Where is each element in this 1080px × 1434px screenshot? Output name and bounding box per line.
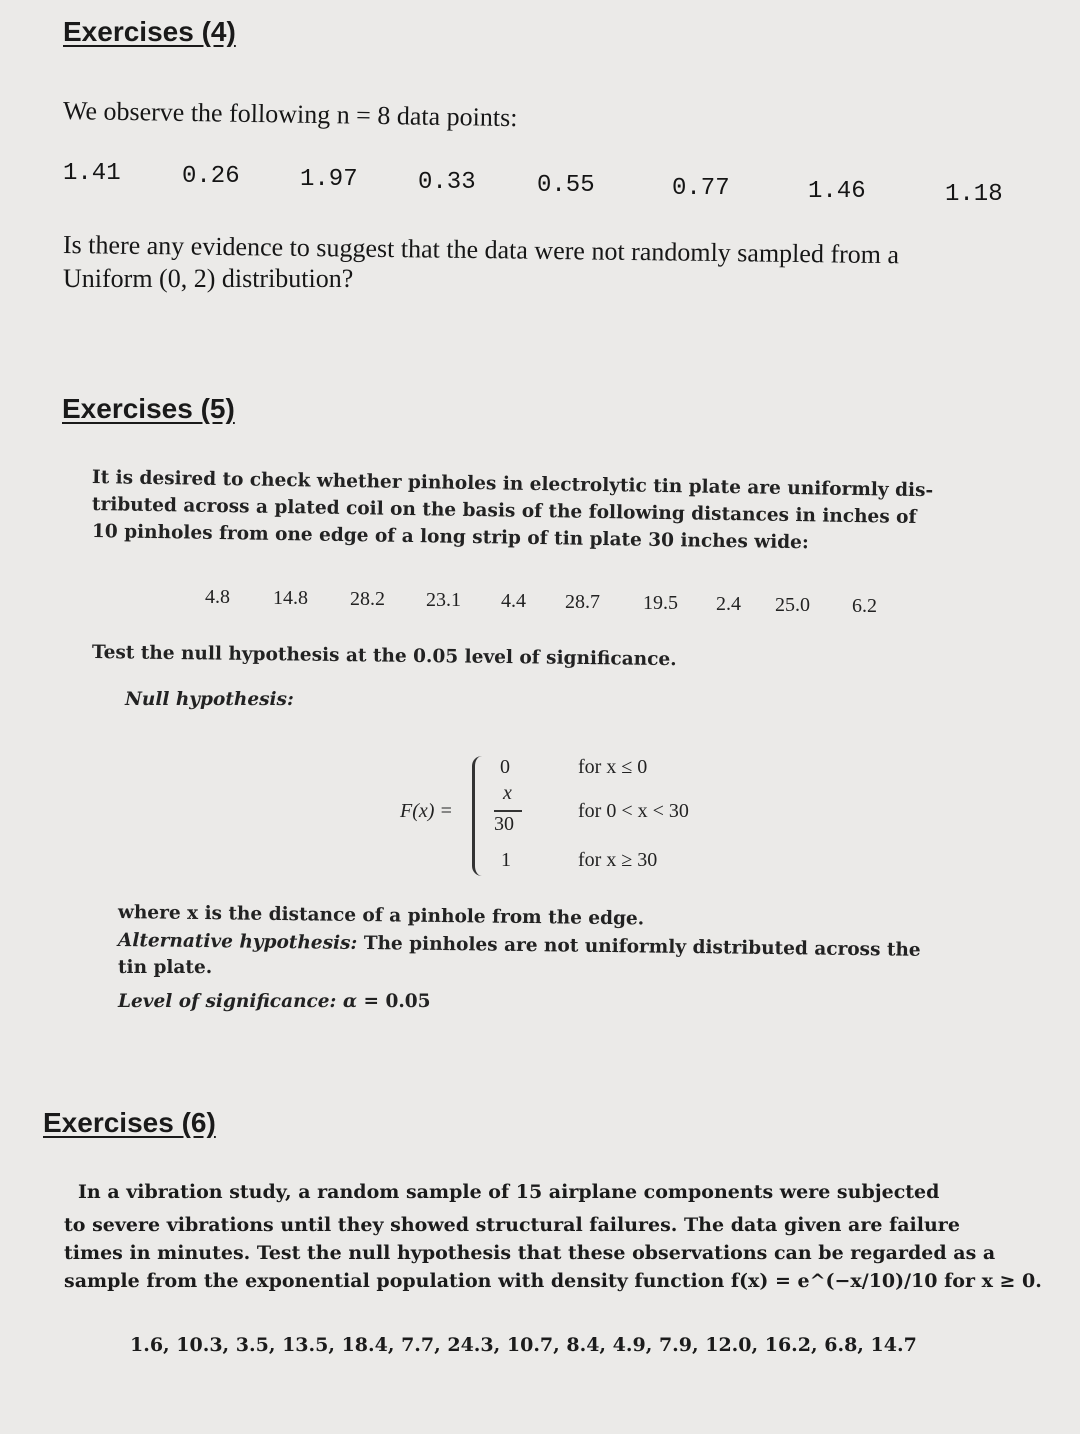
ex5-data-1: 4.8	[205, 586, 230, 608]
ex4-data-5: 0.55	[537, 172, 595, 199]
exercise-4-question-line1: Is there any evidence to suggest that the data were not randomly sampled from a	[62, 230, 900, 270]
exercise-5-test-line: Test the null hypothesis at the 0.05 level of significance.	[91, 642, 677, 671]
ex4-data-1: 1.41	[63, 160, 121, 187]
alternative-hypothesis-label: Alternative hypothesis:	[117, 930, 358, 954]
exercise-4-heading: Exercises (4)	[63, 16, 236, 47]
case3-condition: for x ≥ 30	[578, 849, 658, 871]
case3-value: 1	[501, 849, 511, 871]
ex5-data-5: 4.4	[501, 590, 526, 612]
exercise-6-data: 1.6, 10.3, 3.5, 13.5, 18.4, 7.7, 24.3, 10.7, 8.4, 4.9, 7.9, 12.0, 16.2, 6.8, 14.7	[130, 1334, 917, 1356]
exercise-5-para-line2: tributed across a plated coil on the basis of the following distances in inches of	[91, 494, 917, 528]
level-of-significance-line	[118, 991, 431, 1012]
ex5-data-4: 23.1	[426, 589, 461, 611]
alternative-hypothesis-line	[118, 930, 921, 961]
level-value: = 0.05	[357, 991, 431, 1012]
exercise-6-line1: In a vibration study, a random sample of 15 airplane components were subjected	[78, 1181, 940, 1203]
fraction-bar	[494, 810, 522, 812]
exercise-6-line3: times in minutes. Test the null hypothesis that these observations can be regarded as a	[64, 1242, 996, 1264]
ex5-data-7: 19.5	[643, 592, 678, 614]
case2-denominator: 30	[494, 813, 514, 835]
exercise-6-line4: sample from the exponential population with density function f(x) = e^(−x/10)/10 for x ≥ 0.	[64, 1270, 1042, 1292]
ex5-data-3: 28.2	[350, 588, 385, 610]
ex5-data-9: 25.0	[775, 594, 810, 616]
exercise-4-intro: We observe the following n = 8 data points:	[62, 96, 518, 133]
level-label: Level of significance: α	[118, 991, 358, 1012]
alternative-hypothesis-line2: tin plate.	[118, 957, 213, 978]
ex5-data-2: 14.8	[273, 587, 308, 609]
exercise-6-line2: to severe vibrations until they showed structural failures. The data given are failure	[64, 1214, 960, 1236]
exercise-4-question-line2: Uniform (0, 2) distribution?	[63, 264, 354, 293]
ex4-data-2: 0.26	[182, 163, 240, 190]
fx-label: F(x) =	[400, 800, 453, 822]
ex5-data-10: 6.2	[852, 595, 877, 617]
ex4-data-8: 1.18	[945, 181, 1003, 208]
ex4-data-6: 0.77	[672, 175, 730, 202]
null-hypothesis-label: Null hypothesis:	[125, 689, 294, 710]
exercise-5-para-line1: It is desired to check whether pinholes in electrolytic tin plate are uniformly dis-	[91, 467, 934, 502]
ex4-data-7: 1.46	[808, 178, 866, 205]
ex5-data-8: 2.4	[716, 593, 741, 615]
exercise-5-heading: Exercises (5)	[62, 393, 235, 424]
case1-condition: for x ≤ 0	[578, 756, 648, 778]
case2-numerator: x	[503, 782, 512, 804]
ex5-data-6: 28.7	[565, 591, 600, 613]
case1-value: 0	[500, 756, 510, 778]
case2-condition: for 0 < x < 30	[578, 800, 689, 822]
ex4-data-3: 1.97	[300, 166, 358, 193]
ex4-data-4: 0.33	[418, 169, 476, 196]
exercise-6-heading: Exercises (6)	[43, 1107, 216, 1138]
piecewise-brace	[472, 756, 483, 876]
exercise-5-para-line3: 10 pinholes from one edge of a long strip of tin plate 30 inches wide:	[91, 521, 809, 554]
where-line: where x is the distance of a pinhole from the edge.	[117, 902, 645, 930]
alternative-hypothesis-text: The pinholes are not uniformly distributed across the	[357, 932, 921, 961]
